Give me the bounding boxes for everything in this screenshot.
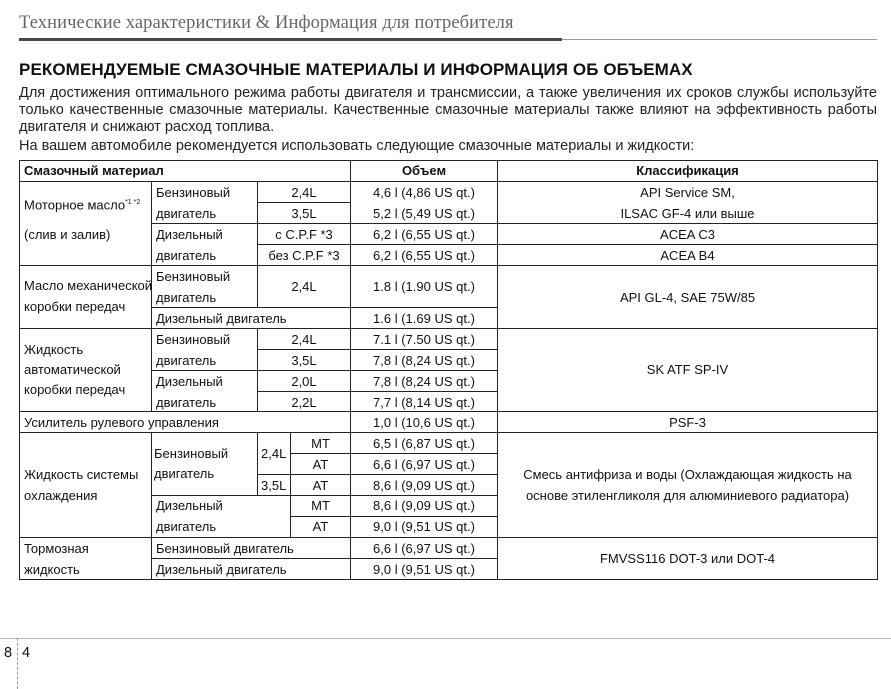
footer-separator bbox=[17, 638, 18, 689]
coolant-volume: 9,0 l (9,51 US qt.) bbox=[373, 519, 475, 534]
manual-trans-label-2: коробки передач bbox=[24, 299, 126, 314]
page-number: 4 bbox=[22, 645, 31, 661]
auto-trans-gas-label-2: двигатель bbox=[156, 353, 217, 368]
intro-paragraph: Для достижения оптимального режима работы двигателя и трансмиссии, а также увеличения их сроков службы используйте только качественные смазочные материалы. Качественные смазочные материалы также влияют на эффективность работы двигателя и снижают расход топлива. bbox=[19, 85, 877, 135]
engine-oil-class: ILSAC GF-4 или выше bbox=[620, 206, 755, 221]
auto-trans-spec: 2,0L bbox=[291, 374, 317, 389]
section-title: РЕКОМЕНДУЕМЫЕ СМАЗОЧНЫЕ МАТЕРИАЛЫ И ИНФОРМАЦИЯ ОБ ОБЪЕМАХ bbox=[19, 60, 693, 79]
manual-trans-gas-volume: 1.8 l (1.90 US qt.) bbox=[373, 279, 475, 294]
manual-trans-gas-label-2: двигатель bbox=[156, 290, 217, 305]
intro-note: На вашем автомобиле рекомендуется использовать следующие смазочные материалы и жидкости: bbox=[19, 138, 695, 154]
engine-oil-spec: 3,5L bbox=[291, 206, 317, 221]
engine-oil-volume: 4,6 l (4,86 US qt.) bbox=[373, 185, 475, 200]
brake-fluid-label-2: жидкость bbox=[24, 562, 80, 577]
engine-oil-label bbox=[24, 195, 140, 212]
manual-trans-diesel-volume: 1.6 l (1.69 US qt.) bbox=[373, 311, 475, 326]
brake-fluid-gas-volume: 6,6 l (6,97 US qt.) bbox=[373, 541, 475, 556]
auto-trans-label-1: Жидкость bbox=[24, 342, 84, 357]
manual-trans-label-1: Масло механической bbox=[24, 278, 153, 293]
manual-trans-gas-label-1: Бензиновый bbox=[156, 269, 231, 284]
coolant-volume: 6,5 l (6,87 US qt.) bbox=[373, 436, 475, 451]
engine-oil-volume: 6,2 l (6,55 US qt.) bbox=[373, 248, 475, 263]
brake-fluid-gas-label: Бензиновый двигатель bbox=[156, 541, 294, 556]
coolant-label-2: охлаждения bbox=[24, 488, 98, 503]
coolant-trans: MT bbox=[311, 436, 330, 451]
engine-oil-class: API Service SM, bbox=[640, 185, 735, 200]
coolant-gas-label-1: Бензиновый bbox=[154, 446, 229, 461]
brake-fluid-label-1: Тормозная bbox=[24, 541, 89, 556]
engine-oil-spec: 2,4L bbox=[291, 185, 317, 200]
auto-trans-spec: 2,2L bbox=[291, 395, 317, 410]
coolant-label-1: Жидкость системы bbox=[24, 467, 139, 482]
power-steering-volume: 1,0 l (10,6 US qt.) bbox=[373, 415, 475, 430]
coolant-engine-35: 3,5L bbox=[261, 478, 287, 493]
engine-oil-gas-label-1: Бензиновый bbox=[156, 185, 231, 200]
auto-trans-volume: 7,7 l (8,14 US qt.) bbox=[373, 395, 475, 410]
coolant-trans: AT bbox=[312, 457, 329, 472]
manual-trans-class: API GL-4, SAE 75W/85 bbox=[619, 290, 756, 305]
auto-trans-label-2: автоматической bbox=[24, 362, 121, 377]
section-number: 8 bbox=[4, 645, 13, 661]
power-steering-class: PSF-3 bbox=[669, 415, 706, 430]
auto-trans-volume: 7,8 l (8,24 US qt.) bbox=[373, 353, 475, 368]
auto-trans-volume: 7.1 l (7.50 US qt.) bbox=[373, 332, 475, 347]
engine-oil-spec: с C.P.F *3 bbox=[275, 227, 333, 242]
auto-trans-diesel-label-2: двигатель bbox=[156, 395, 217, 410]
engine-oil-diesel-label-2: двигатель bbox=[156, 248, 217, 263]
engine-oil-name: Моторное масло bbox=[24, 197, 126, 213]
coolant-trans: AT bbox=[312, 478, 329, 493]
coolant-class-1: Смесь антифриза и воды (Охлаждающая жидкость на bbox=[523, 467, 852, 482]
page-header-title: Технические характеристики & Информация для потребителя bbox=[19, 13, 514, 33]
header-classification: Классификация bbox=[636, 163, 739, 178]
engine-oil-class: ACEA C3 bbox=[660, 227, 715, 242]
coolant-diesel-label-1: Дизельный bbox=[156, 498, 223, 513]
footer-rule bbox=[0, 638, 891, 639]
brake-fluid-diesel-volume: 9,0 l (9,51 US qt.) bbox=[373, 562, 475, 577]
engine-oil-volume: 5,2 l (5,49 US qt.) bbox=[373, 206, 475, 221]
engine-oil-gas-label-2: двигатель bbox=[156, 206, 217, 221]
coolant-gas-label-2: двигатель bbox=[154, 466, 215, 481]
coolant-volume: 8,6 l (9,09 US qt.) bbox=[373, 498, 475, 513]
engine-oil-sub: (слив и залив) bbox=[24, 227, 111, 242]
auto-trans-label-3: коробки передач bbox=[24, 382, 126, 397]
coolant-diesel-label-2: двигатель bbox=[156, 519, 217, 534]
coolant-trans: MT bbox=[311, 498, 330, 513]
manual-trans-gas-spec: 2,4L bbox=[291, 279, 317, 294]
header-volume: Объем bbox=[401, 163, 447, 178]
auto-trans-gas-label-1: Бензиновый bbox=[156, 332, 231, 347]
coolant-trans: AT bbox=[312, 519, 329, 534]
coolant-class-2: основе этиленгликоля для алюминиевого радиатора) bbox=[525, 488, 850, 503]
auto-trans-volume: 7,8 l (8,24 US qt.) bbox=[373, 374, 475, 389]
coolant-volume: 8,6 l (9,09 US qt.) bbox=[373, 478, 475, 493]
auto-trans-spec: 2,4L bbox=[291, 332, 317, 347]
auto-trans-class: SK ATF SP-IV bbox=[646, 362, 729, 377]
power-steering-label: Усилитель рулевого управления bbox=[24, 415, 219, 430]
brake-fluid-class: FMVSS116 DOT-3 или DOT-4 bbox=[599, 551, 776, 566]
engine-oil-footnote: *1 *2 bbox=[125, 199, 141, 206]
engine-oil-volume: 6,2 l (6,55 US qt.) bbox=[373, 227, 475, 242]
brake-fluid-diesel-label: Дизельный двигатель bbox=[156, 562, 287, 577]
coolant-engine-24: 2,4L bbox=[261, 446, 287, 461]
header-lubricant: Смазочный материал bbox=[24, 163, 164, 178]
engine-oil-spec: без C.P.F *3 bbox=[268, 248, 340, 263]
engine-oil-class: ACEA B4 bbox=[660, 248, 715, 263]
engine-oil-diesel-label-1: Дизельный bbox=[156, 227, 223, 242]
coolant-volume: 6,6 l (6,97 US qt.) bbox=[373, 457, 475, 472]
auto-trans-diesel-label-1: Дизельный bbox=[156, 374, 223, 389]
manual-trans-diesel-label: Дизельный двигатель bbox=[156, 311, 287, 326]
auto-trans-spec: 3,5L bbox=[291, 353, 317, 368]
